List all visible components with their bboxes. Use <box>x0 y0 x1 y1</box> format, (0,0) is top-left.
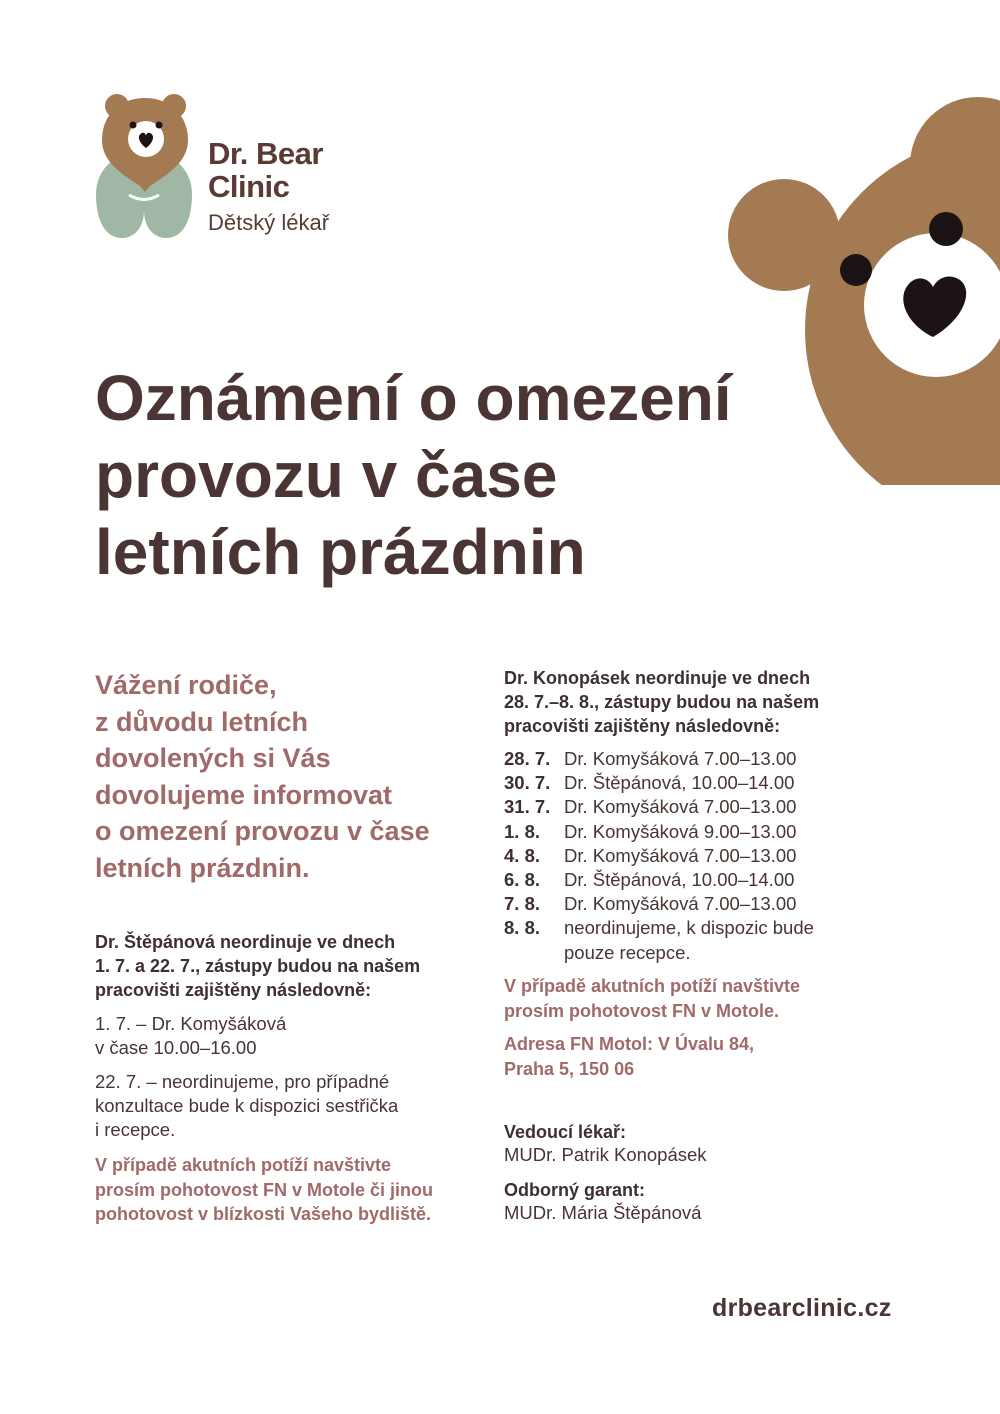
schedule-text: Dr. Komyšáková 7.00–13.00 <box>564 893 797 915</box>
clinic-name-line1: Dr. Bear <box>208 136 323 171</box>
text-line: 22. 7. – neordinujeme, pro případné <box>95 1071 390 1092</box>
schedule-text: Dr. Štěpánová, 10.00–14.00 <box>564 772 795 794</box>
text-line: i recepce. <box>95 1119 176 1140</box>
greeting-line: letních prázdnin. <box>95 852 310 883</box>
substitution-schedule <box>504 747 924 965</box>
accent-line: Adresa FN Motol: V Úvalu 84, <box>504 1034 755 1054</box>
emergency-notice-left <box>95 1153 495 1227</box>
greeting-line: dovolených si Vás <box>95 743 331 773</box>
hospital-address <box>504 1032 924 1081</box>
schedule-date: 8. 8. <box>504 917 540 939</box>
schedule-text: Dr. Komyšáková 9.00–13.00 <box>564 820 797 842</box>
schedule-text: Dr. Komyšáková 7.00–13.00 <box>564 844 797 866</box>
stepanova-heading <box>95 930 495 1002</box>
clinic-name <box>208 137 323 203</box>
schedule-row <box>504 868 924 892</box>
heading-line: pracovišti zajištěny následovně: <box>504 716 781 736</box>
schedule-date: 1. 8. <box>504 820 540 842</box>
emergency-notice-right <box>504 974 924 1023</box>
accent-line: prosím pohotovost FN v Motole. <box>504 1000 779 1021</box>
accent-line: Praha 5, 150 06 <box>504 1058 635 1079</box>
schedule-row <box>504 747 924 771</box>
schedule-date: 28. 7. <box>504 748 551 769</box>
schedule-text: Dr. Komyšáková 7.00–13.00 <box>564 748 797 769</box>
greeting-line: dovolujeme informovat <box>95 779 393 810</box>
page-title <box>95 360 855 591</box>
accent-line: V případě akutních potíží navštivte <box>95 1155 392 1175</box>
heading-line: 1. 7. a 22. 7., zástupy budou na našem <box>95 956 421 976</box>
greeting-line: z důvodu letních <box>95 706 308 737</box>
schedule-date: 6. 8. <box>504 869 540 891</box>
bear-logo-icon <box>96 94 192 238</box>
schedule-row <box>504 771 924 795</box>
schedule-date: 30. 7. <box>504 772 551 794</box>
schedule-row <box>504 795 924 819</box>
heading-line: Dr. Štěpánová neordinuje ve dnech <box>95 932 396 952</box>
guarantor-name: MUDr. Mária Štěpánová <box>504 1202 702 1223</box>
heading-line: 28. 7.–8. 8., zástupy budou na našem <box>504 692 820 712</box>
lead-doctor-name: MUDr. Patrik Konopásek <box>504 1144 707 1165</box>
clinic-name-line2: Clinic <box>208 169 290 204</box>
schedule-text: Dr. Štěpánová, 10.00–14.00 <box>564 869 795 891</box>
schedule-date: 4. 8. <box>504 844 540 866</box>
schedule-row <box>504 820 924 844</box>
lead-doctor-label: Vedoucí lékař: <box>504 1122 627 1142</box>
schedule-row <box>504 892 924 916</box>
stepanova-substitute-2 <box>95 1070 495 1142</box>
accent-line: prosím pohotovost FN v Motole či jinou <box>95 1179 433 1200</box>
schedule-date: 7. 8. <box>504 893 540 915</box>
schedule-text: neordinujeme, k dispozic bude pouze recepce. <box>564 917 814 963</box>
schedule-date: 31. 7. <box>504 796 551 818</box>
heading-line: pracovišti zajištěny následovně: <box>95 980 372 1000</box>
clinic-subtitle: Dětský lékař <box>208 210 330 235</box>
greeting-line: Vážení rodiče, <box>95 670 277 700</box>
schedule-row <box>504 844 924 868</box>
accent-line: V případě akutních potíží navštivte <box>504 976 801 996</box>
heading-line: Dr. Konopásek neordinuje ve dnech <box>504 668 811 688</box>
greeting-line: o omezení provozu v čase <box>95 816 430 846</box>
greeting-paragraph <box>95 667 495 886</box>
konopasek-heading <box>504 666 924 738</box>
website-url: drbearclinic.cz <box>712 1294 892 1322</box>
text-line: 1. 7. – Dr. Komyšáková <box>95 1013 287 1034</box>
title-line-1: Oznámení o omezení <box>95 362 732 434</box>
schedule-row <box>504 916 924 964</box>
text-line: v čase 10.00–16.00 <box>95 1037 257 1058</box>
schedule-text: Dr. Komyšáková 7.00–13.00 <box>564 796 797 818</box>
stepanova-substitute-1 <box>95 1012 495 1060</box>
accent-line: pohotovost v blízkosti Vašeho bydliště. <box>95 1204 432 1224</box>
text-line: konzultace bude k dispozici sestřička <box>95 1095 399 1116</box>
title-line-2: provozu v čase <box>95 439 558 511</box>
guarantor-label: Odborný garant: <box>504 1180 646 1200</box>
title-line-3: letních prázdnin <box>95 516 586 588</box>
